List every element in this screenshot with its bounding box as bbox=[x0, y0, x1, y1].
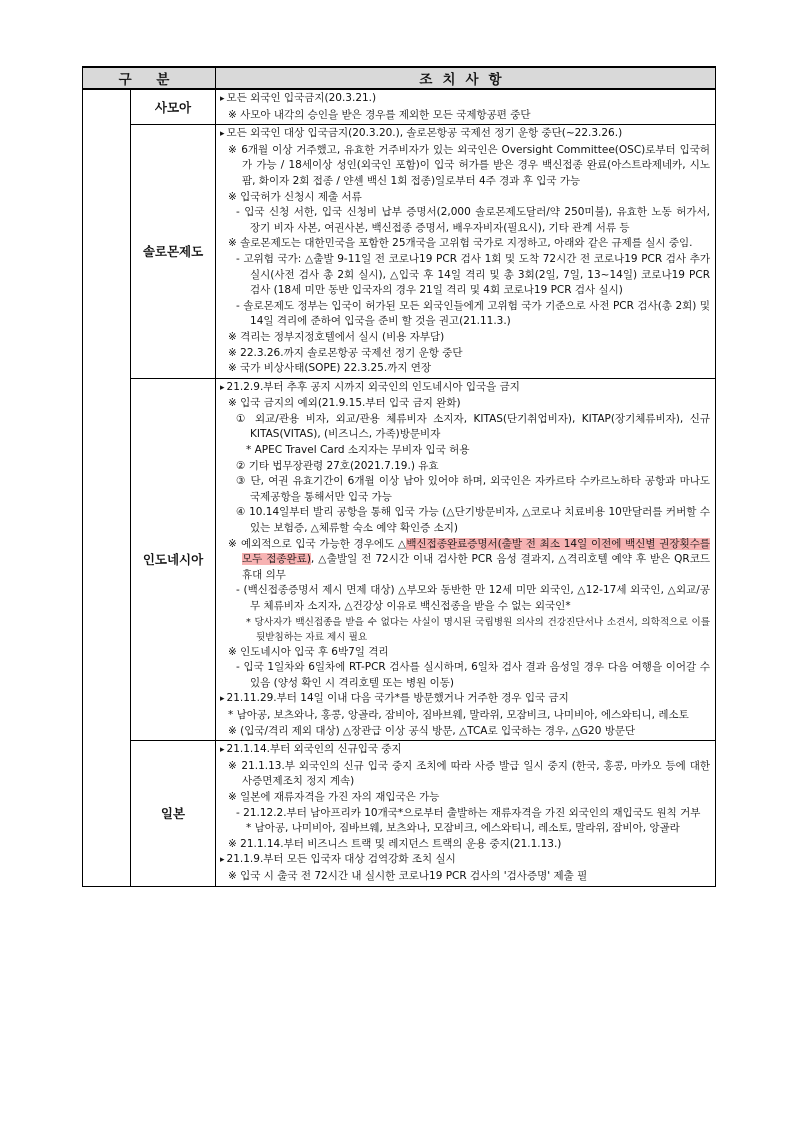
measures-japan bbox=[216, 741, 716, 886]
country-row-japan bbox=[83, 741, 716, 886]
list-item: ※ 6개월 이상 거주했고, 유효한 거주비자가 있는 외국인은 Oversight Committee(OSC)로부터 입국허가 가능 / 18세이상 성인(외국인 포함)이 입국 허가를 받은 경우 백신접종 완료(아스트라제네카, 시노팜, 화이자 2회 접종 / 얀센 백신 1회 접종)일로부터 4주 경과 후 입국 가능 bbox=[228, 143, 710, 187]
list-item: ※ 일본에 재류자격을 가진 자의 재입국은 가능 bbox=[228, 790, 440, 803]
country-name-solomon: 솔로몬제도 bbox=[131, 125, 216, 379]
list-item: - (백신접종증명서 제시 면제 대상) △부모와 동반한 만 12세 미만 외국인, △12-17세 외국인, △외교/공무 체류비자 소지자, △건강상 이유로 백신접종을 받을 수 없는 외국인* bbox=[236, 584, 710, 612]
measures-solomon bbox=[216, 125, 716, 379]
list-item: ▸ 모든 외국인 대상 입국금지(20.3.20.), 솔로몬항공 국제선 정기 운항 중단(~22.3.26.) bbox=[220, 126, 710, 143]
list-item: - 입국 1일차와 6일차에 RT-PCR 검사를 실시하며, 6일차 검사 결과 음성일 경우 다음 여행을 이어갈 수 있음 (양성 확인 시 격리호텔 또는 병원 이동) bbox=[236, 661, 710, 689]
country-name-indonesia: 인도네시아 bbox=[131, 378, 216, 740]
list-item: - 고위험 국가: △출발 9-11일 전 코로나19 PCR 검사 1회 및 도착 72시간 전 코로나19 PCR 검사 추가 실시(사전 검사 총 2회 실시), △입국 후 14일 격리 및 총 3회(2일, 7일, 13~14일) 코로나19 PCR 검사 (18세 미만 동반 입국자의 경우 21일 격리 및 4회 코로나19 PCR 검사 실시) bbox=[236, 252, 710, 297]
list-item: ▸ 모든 외국인 입국금지(20.3.21.) bbox=[220, 91, 710, 108]
header-category: 구 분 bbox=[83, 67, 216, 89]
list-item: ※ 입국 금지의 예외(21.9.15.부터 입국 금지 완화) bbox=[228, 397, 461, 410]
list-item: - 입국 신청 서한, 입국 신청비 납부 증명서(2,000 솔로몬제도달러/약 250미불), 유효한 노동 허가서, 장기 비자 사본, 여권사본, 백신접종 증명서, 배우자비자(필요시), 기타 관계 서류 등 bbox=[236, 206, 710, 234]
region-cell bbox=[83, 378, 131, 740]
list-item: ① 외교/관용 비자, 외교/관용 체류비자 소지자, KITAS(단기취업비자), KITAP(장기체류비자), 신규 KITAS(VITAS), (비즈니스, 가족)방문비자 bbox=[236, 412, 710, 441]
list-item: ※ (입국/격리 제외 대상) △장관급 이상 공식 방문, △TCA로 입국하는 경우, △G20 방문단 bbox=[228, 724, 636, 737]
region-cell bbox=[83, 741, 131, 886]
list-item: * 남아공, 나미비아, 짐바브웨, 보츠와나, 모잠비크, 에스와티니, 레소토, 말라위, 잠비아, 앙골라 bbox=[246, 822, 680, 835]
list-item: ④ 10.14일부터 발리 공항을 통해 입국 가능 (△단기방문비자, △코로나 치료비용 10만달러를 커버할 수 있는 보험증, △체류할 숙소 예약 확인증 소지) bbox=[236, 506, 710, 535]
list-item: * 남아공, 보츠와나, 홍콩, 앙골라, 잠비아, 짐바브웨, 말라위, 모잠비크, 나미비아, 에스와티니, 레소토 bbox=[228, 708, 689, 721]
country-row-solomon bbox=[83, 125, 716, 379]
list-item: ※ 21.1.13.부 외국인의 신규 입국 중지 조치에 따라 사증 발급 일시 중지 (한국, 홍콩, 마카오 등에 대한 사증면제조치 정지 계속) bbox=[228, 759, 710, 788]
region-cell bbox=[83, 89, 131, 125]
list-item: ※ 입국 시 출국 전 72시간 내 실시한 코로나19 PCR 검사의 '검사증명' 제출 필 bbox=[228, 869, 588, 882]
list-item: ※ 21.1.14.부터 비즈니스 트랙 및 레지던스 트랙의 운용 중지(21.1.13.) bbox=[228, 837, 562, 850]
list-item: ▸ 21.2.9.부터 추후 공지 시까지 외국인의 인도네시아 입국을 금지 bbox=[220, 380, 710, 397]
measures-document bbox=[82, 66, 716, 887]
list-item: - 솔로몬제도 정부는 입국이 허가된 모든 외국인들에게 고위험 국가 기준으로 사전 PCR 검사(총 2회) 및 14일 격리에 준하여 입국을 준비 할 것을 권고(21.11.3.) bbox=[236, 299, 710, 328]
entry-measures-table bbox=[82, 66, 716, 887]
country-name-japan: 일본 bbox=[131, 741, 216, 886]
list-item: ▸ 21.1.9.부터 모든 입국자 대상 검역강화 조치 실시 bbox=[220, 852, 710, 869]
list-item: * 당사자가 백신접종을 받을 수 없다는 사실이 명시된 국립병원 의사의 건강진단서나 소견서, 의학적으로 이를 뒷받침하는 자료 제시 필요 bbox=[246, 616, 710, 643]
highlighted-text: 백신접종완료증명서(출발 전 최소 14일 이전에 백신별 권장횟수를 모두 접종완료) bbox=[242, 537, 710, 566]
list-item: * APEC Travel Card 소지자는 무비자 입국 허용 bbox=[246, 444, 470, 457]
list-item: ※ 국가 비상사태(SOPE) 22.3.25.까지 연장 bbox=[228, 362, 432, 375]
list-item: - 21.12.2.부터 남아프리카 10개국*으로부터 출발하는 재류자격을 가진 외국인의 재입국도 원칙 거부 bbox=[236, 806, 701, 819]
list-item: ▸ 21.11.29.부터 14일 이내 다음 국가*를 방문했거나 거주한 경우 입국 금지 bbox=[220, 691, 710, 708]
list-item: ※ 격리는 정부지정호텔에서 실시 (비용 자부담) bbox=[228, 330, 445, 343]
list-item: ③ 단, 여권 유효기간이 6개월 이상 남아 있어야 하며, 외국인은 자카르타 수카르노하타 공항과 마나도 국제공항을 통해서만 입국 가능 bbox=[236, 475, 710, 503]
country-row-indonesia bbox=[83, 378, 716, 740]
measures-samoa bbox=[216, 89, 716, 125]
list-item: ※ 솔로몬제도는 대한민국을 포함한 25개국을 고위험 국가로 지정하고, 아래와 같은 규제를 실시 중임. bbox=[228, 237, 693, 250]
text-segment: , △출발일 전 72시간 이내 검사한 PCR 음성 결과지, △격리호텔 예약 후 받은 QR코드 휴대 의무 bbox=[242, 553, 710, 581]
list-item: ② 기타 법무장관령 27호(2021.7.19.) 유효 bbox=[236, 459, 439, 472]
table-header-row bbox=[83, 67, 716, 89]
list-item: ※ 22.3.26.까지 솔로몬항공 국제선 정기 운항 중단 bbox=[228, 346, 463, 359]
region-cell bbox=[83, 125, 131, 379]
header-measures: 조치사항 bbox=[216, 67, 716, 89]
country-row-samoa bbox=[83, 89, 716, 125]
measures-indonesia bbox=[216, 378, 716, 740]
list-item: ※ 인도네시아 입국 후 6박7일 격리 bbox=[228, 645, 389, 658]
list-item bbox=[220, 537, 710, 584]
list-item: ※ 사모아 내각의 승인을 받은 경우를 제외한 모든 국제항공편 중단 bbox=[228, 108, 531, 121]
list-item: ※ 입국허가 신청시 제출 서류 bbox=[228, 190, 362, 203]
text-segment: ※ 예외적으로 입국 가능한 경우에도 △ bbox=[228, 537, 407, 550]
list-item: ▸ 21.1.14.부터 외국인의 신규입국 중지 bbox=[220, 742, 710, 759]
country-name-samoa: 사모아 bbox=[131, 89, 216, 125]
